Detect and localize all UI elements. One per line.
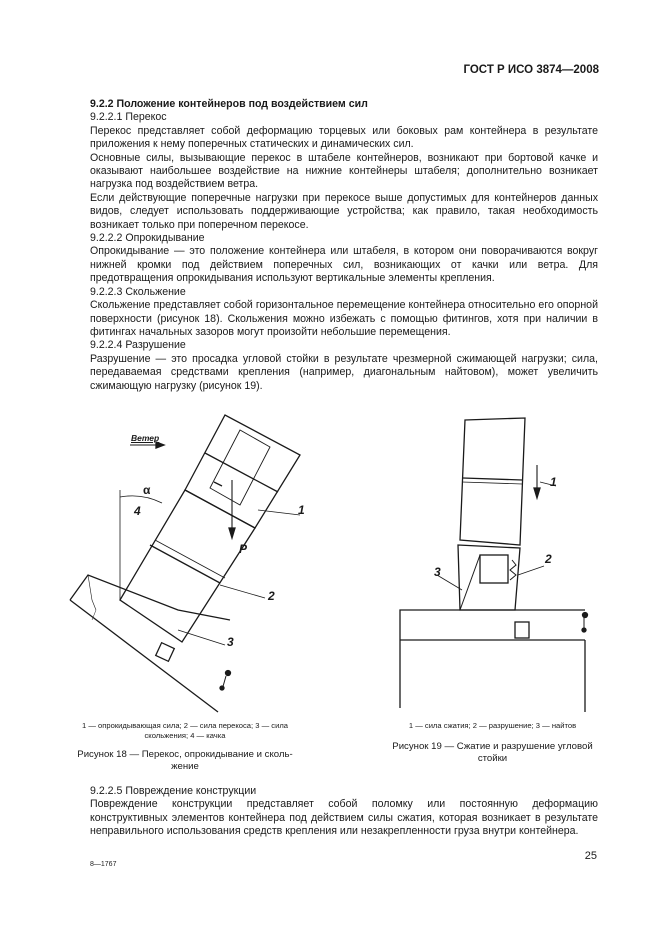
- subsection-title-damage: 9.2.2.5 Повреждение конструкции: [90, 785, 257, 797]
- fig18-label-3: 3: [227, 635, 234, 649]
- paragraph-overturn: Опрокидывание — это положение контейнера или штабеля, в котором они поворачиваются вокруг нижней кромки под действием поперечных сил, возникающих от качки или ветра. Для предотвращения опрокидывания используют вертикальные элементы крепления.: [90, 245, 598, 285]
- subsection-title-skew: 9.2.2.1 Перекос: [90, 111, 167, 124]
- fig18-alpha-label: α: [143, 483, 151, 497]
- paragraph-skew-3: Если действующие поперечные нагрузки при перекосе выше допустимых для контейнеров данных видов, следует использовать поддерживающие устройства; как правило, такая необходимость возникает только при поперечном перекосе.: [90, 191, 598, 231]
- fig19-collapse-zigzag: [510, 560, 516, 580]
- fig18-caption: Рисунок 18 — Перекос, опрокидывание и сколь- жение: [77, 749, 293, 772]
- fig19-upper-container: [460, 418, 525, 545]
- paragraph-skew-2: Основные силы, вызывающие перекос в штабеле контейнеров, возникают при бортовой качке и оказывают наибольшее воздействие на нижние контейнеры штабеля; дополнительно возникает нагрузка под воздействием ветра.: [90, 151, 598, 191]
- fig18-label-4: 4: [134, 504, 141, 518]
- paragraph-collapse: Разрушение — это просадка угловой стойки в результате чрезмерной сжимающей нагрузки; сила, передаваемая средствами крепления (например, диагональным найтовом), может увеличить сжимающую нагрузку (рисунок 19).: [90, 352, 598, 392]
- paragraph-damage: Повреждение конструкции представляет собой поломку или постоянную деформацию конструктивных элементов контейнера под действием силы сжатия, которая возникает в результате неправильного использования средств крепления или незакрепленности груза внутри контейнера.: [90, 798, 598, 838]
- fig19-legend: 1 — сила сжатия; 2 — разрушение; 3 — найтов: [408, 721, 577, 730]
- fig18-force-label: P: [239, 542, 248, 556]
- fig18-wind-label: Ветер: [131, 433, 160, 443]
- page-number: 25: [584, 850, 597, 862]
- section-text-lower: [90, 785, 598, 839]
- fig19-label-2: 2: [545, 552, 552, 566]
- subsection-title-slide: 9.2.2.3 Скольжение: [90, 285, 186, 298]
- fig19-caption: Рисунок 19 — Сжатие и разрушение угловой стойки: [392, 741, 593, 764]
- paragraph-skew-1: Перекос представляет собой деформацию торцевых или боковых рам контейнера в результате приложения к нему поперечных статических и динамических сил.: [90, 124, 598, 151]
- fig19-deck: [400, 610, 585, 708]
- fig18-legend: 1 — опрокидывающая сила; 2 — сила перекоса; 3 — сила скольжения; 4 — качка: [82, 721, 288, 740]
- fig18-label-1: 1: [298, 503, 305, 517]
- standard-header: ГОСТ Р ИСО 3874—2008: [463, 64, 599, 76]
- fig18-label-2: 2: [268, 589, 275, 603]
- subsection-title-collapse: 9.2.2.4 Разрушение: [90, 339, 186, 352]
- fig19-label-3: 3: [434, 565, 441, 579]
- print-code: 8—1767: [90, 861, 117, 868]
- subsection-title-overturn: 9.2.2.2 Опрокидывание: [90, 232, 205, 245]
- fig19-label-1: 1: [550, 475, 557, 489]
- section-heading: 9.2.2 Положение контейнеров под воздействием сил: [90, 98, 368, 110]
- paragraph-slide: Скольжение представляет собой горизонтальное перемещение контейнера относительно его опорной поверхности (рисунок 18). Скольжения можно избежать с помощью фитингов, хотя при наличии в фитингах начальных зазоров могут произойти небольшие перемещения.: [90, 299, 598, 338]
